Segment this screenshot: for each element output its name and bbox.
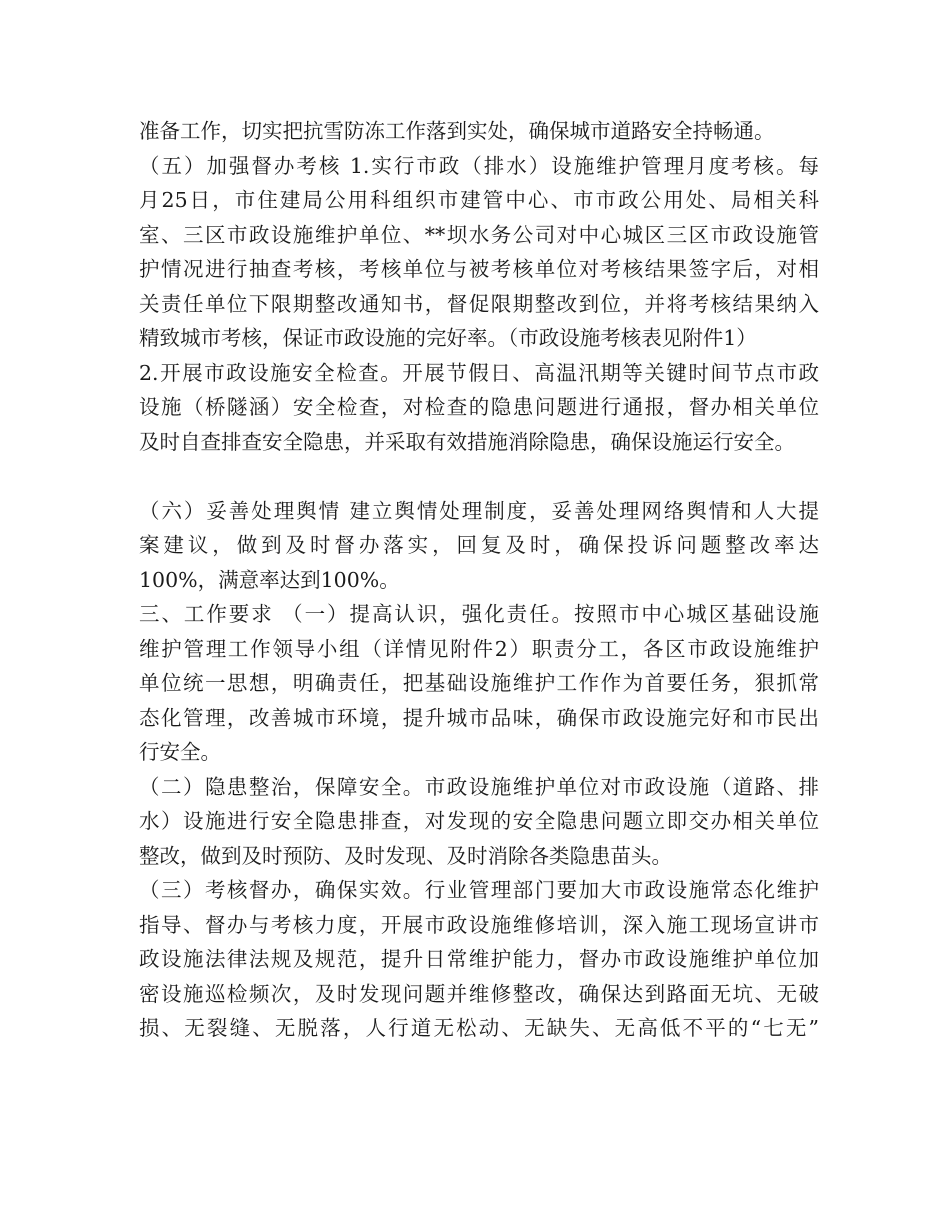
text-line: 室、三区市政设施维护单位、**坝水务公司对中心城区三区市政设施管 — [139, 222, 819, 247]
text-line: 单位统一思想，明确责任，把基础设施维护工作作为首要任务，狠抓常 — [139, 671, 819, 695]
text-line: （二）隐患整治，保障安全。市政设施维护单位对市政设施（道路、排 — [139, 774, 819, 799]
text-line: 护情况进行抽查考核，考核单位与被考核单位对考核结果签字后，对相 — [139, 257, 819, 281]
text-line: 损、无裂缝、无脱落，人行道无松动、无缺失、无高低不平的“七无” — [139, 1016, 819, 1040]
text-line: 2.开展市政设施安全检查。开展节假日、高温汛期等关键时间节点市政 — [139, 360, 819, 385]
text-line: 准备工作，切实把抗雪防冻工作落到实处，确保城市道路安全持畅通。 — [139, 119, 775, 143]
document-body — [139, 114, 819, 1046]
text-line: 精致城市考核，保证市政设施的完好率。（市政设施考核表见附件1） — [139, 326, 757, 350]
text-line: 关责任单位下限期整改通知书，督促限期整改到位，并将考核结果纳入 — [139, 291, 819, 316]
text-line: 维护管理工作领导小组（详情见附件2）职责分工，各区市政设施维护 — [139, 636, 819, 661]
text-line: 案建议，做到及时督办落实，回复及时，确保投诉问题整改率达 — [139, 533, 819, 557]
text-line: 态化管理，改善城市环境，提升城市品味，确保市政设施完好和市民出 — [139, 705, 819, 730]
text-line: 整改，做到及时预防、及时发现、及时消除各类隐患苗头。 — [139, 843, 672, 868]
text-line: 三、工作要求 （一）提高认识，强化责任。按照市中心城区基础设施 — [139, 602, 819, 626]
text-line: 政设施法律法规及规范，提升日常维护能力，督办市政设施维护单位加 — [139, 947, 819, 971]
text-line: 月25日，市住建局公用科组织市建管中心、市市政公用处、局相关科 — [139, 188, 819, 212]
text-line: 及时自查排查安全隐患，并采取有效措施消除隐患，确保设施运行安全。 — [139, 429, 795, 454]
text-line: 设施（桥隧涵）安全检查，对检查的隐患问题进行通报，督办相关单位 — [139, 395, 819, 419]
text-line: 指导、督办与考核力度，开展市政设施维修培训，深入施工现场宣讲市 — [139, 912, 819, 937]
text-line: 100%，满意率达到100%。 — [139, 567, 400, 592]
text-line: 行安全。 — [139, 740, 221, 764]
text-line: （五）加强督办考核 1.实行市政（排水）设施维护管理月度考核。每 — [139, 153, 819, 178]
text-line: （六）妥善处理舆情 建立舆情处理制度，妥善处理网络舆情和人大提 — [139, 498, 819, 523]
text-line: 水）设施进行安全隐患排查，对发现的安全隐患问题立即交办相关单位 — [139, 809, 819, 833]
paragraph-gap — [139, 459, 819, 494]
text-line: 密设施巡检频次，及时发现问题并维修整改，确保达到路面无坑、无破 — [139, 981, 819, 1006]
text-line: （三）考核督办，确保实效。行业管理部门要加大市政设施常态化维护 — [139, 878, 819, 902]
